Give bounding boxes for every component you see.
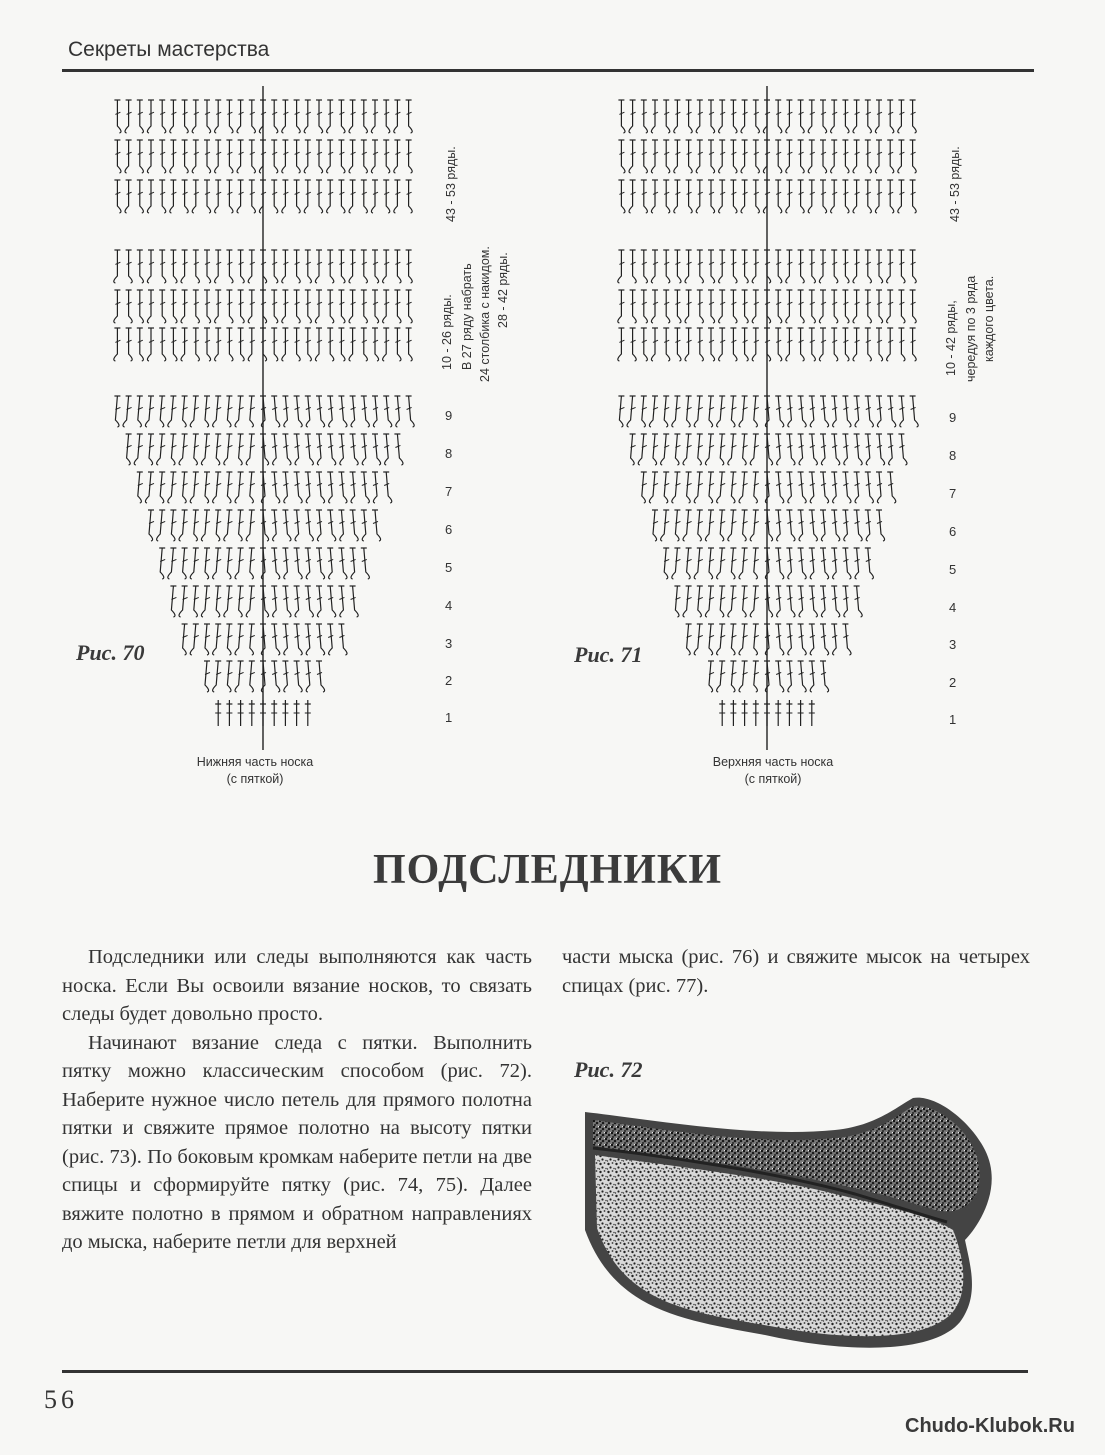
row-number-1: 1 bbox=[445, 710, 453, 725]
slipper-illustration bbox=[575, 1090, 1005, 1370]
row-number-9: 9 bbox=[445, 408, 453, 423]
figure-label-72: Рис. 72 bbox=[574, 1057, 643, 1082]
caption-line-2: (с пяткой) bbox=[744, 772, 802, 786]
rows-28-42-label: 28 - 42 ряды. bbox=[496, 252, 510, 328]
row-27-label: В 27 ряду набрать bbox=[460, 263, 474, 370]
row-number-2: 2 bbox=[445, 673, 453, 688]
caption-line-1: Нижняя часть носка bbox=[196, 755, 314, 769]
rows-10-26-label: 10 - 26 ряды. bbox=[440, 294, 454, 370]
rows-43-53-label: 43 - 53 ряды. bbox=[948, 146, 962, 222]
row-number-7: 7 bbox=[445, 484, 453, 499]
row-number-5: 5 bbox=[445, 560, 453, 575]
each-color-label: каждого цвета. bbox=[982, 275, 996, 362]
chart-caption-71 bbox=[673, 754, 873, 788]
paragraph-2: Начинают вязание следа с пятки. Выполнить пятку можно классическим способом (рис. 72). Наберите нужное число петель для прямого полотна пятки и свяжите прямое полотно на высоту пятки (рис. 73). По боковым кромкам наберите петли на две спицы и сформируйте пятку (рис. 74, 75). Далее вяжите полотно в прямом и обратном направлениях до мыска, наберите петли для верхней bbox=[62, 1031, 532, 1253]
figure-label-71: Рис. 71 bbox=[574, 642, 643, 667]
article-right-column bbox=[562, 943, 1030, 1000]
row-number-9: 9 bbox=[949, 410, 957, 425]
chart-71-stitches bbox=[618, 100, 918, 726]
caption-line-2: (с пяткой) bbox=[226, 772, 284, 786]
row-number-4: 4 bbox=[445, 598, 453, 613]
crochet-chart-71 bbox=[550, 80, 1030, 800]
row-number-6: 6 bbox=[445, 522, 453, 537]
row-27-detail-label: 24 столбика с накидом. bbox=[478, 246, 492, 382]
row-number-3: 3 bbox=[445, 636, 453, 651]
chart-caption-70 bbox=[155, 754, 355, 788]
paragraph-1: Подследники или следы выполняются как часть носка. Если Вы освоили вязание носков, то связать следы будет довольно просто. bbox=[62, 946, 532, 1025]
row-number-4: 4 bbox=[949, 600, 957, 615]
rows-10-42-label: 10 - 42 ряды, bbox=[944, 300, 958, 376]
row-number-8: 8 bbox=[445, 446, 453, 461]
page-number: 56 bbox=[44, 1385, 78, 1414]
chart-70-stitches bbox=[114, 100, 414, 726]
row-number-3: 3 bbox=[949, 637, 957, 652]
row-number-7: 7 bbox=[949, 486, 957, 501]
top-rule bbox=[62, 69, 1034, 72]
row-number-8: 8 bbox=[949, 448, 957, 463]
crochet-chart-70 bbox=[50, 80, 530, 800]
rows-43-53-label: 43 - 53 ряды. bbox=[444, 146, 458, 222]
figure-label-70: Рис. 70 bbox=[76, 640, 145, 665]
row-number-5: 5 bbox=[949, 562, 957, 577]
paragraph-3: части мыска (рис. 76) и свяжите мысок на четырех спицах (рис. 77). bbox=[562, 946, 1030, 997]
article-title: ПОДСЛЕДНИКИ bbox=[372, 847, 723, 893]
caption-line-1: Верхняя часть носка bbox=[712, 755, 834, 769]
row-number-1: 1 bbox=[949, 712, 957, 727]
row-number-6: 6 bbox=[949, 524, 957, 539]
bottom-rule bbox=[62, 1370, 1028, 1373]
article-left-column bbox=[62, 943, 532, 1257]
alternate-colors-label: чередуя по 3 ряда bbox=[964, 275, 978, 382]
row-number-2: 2 bbox=[949, 675, 957, 690]
running-head: Секреты мастерства bbox=[68, 38, 270, 61]
site-watermark: Chudo-Klubok.Ru bbox=[905, 1415, 1075, 1437]
